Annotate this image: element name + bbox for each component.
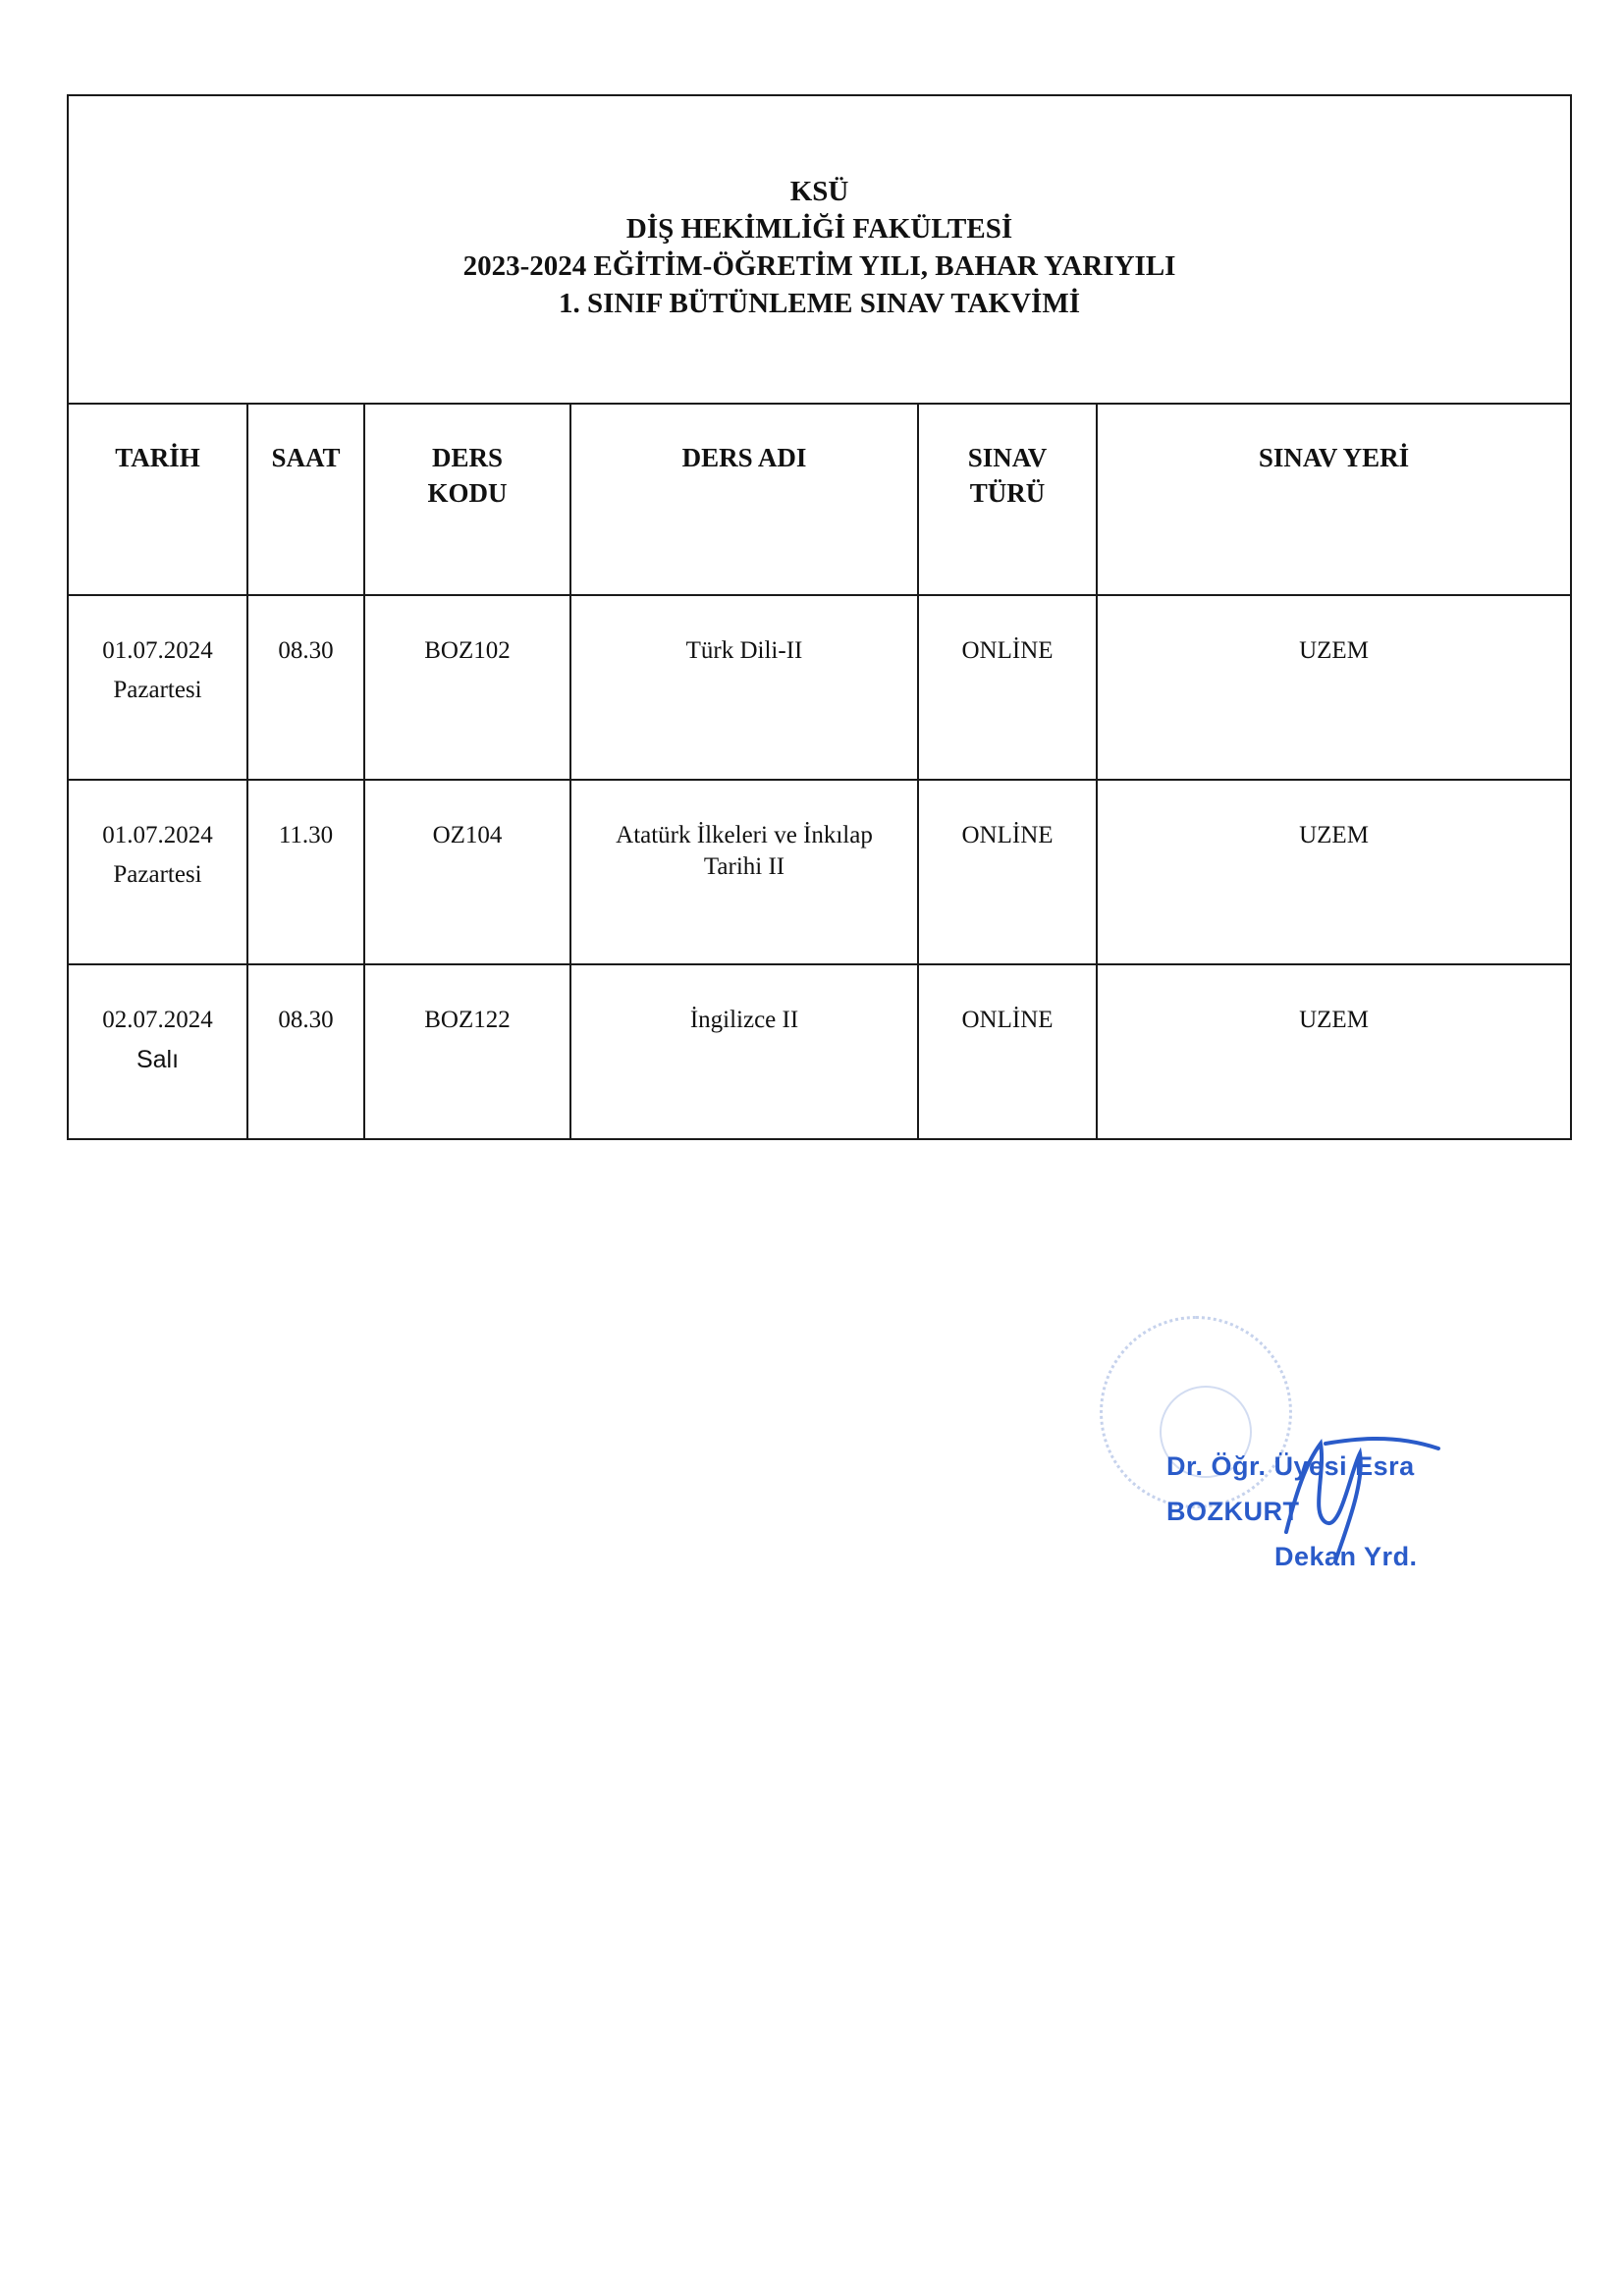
cell-code: BOZ122 (364, 964, 570, 1139)
document-title (69, 96, 1570, 322)
cell-place: UZEM (1097, 964, 1571, 1139)
title-line-term: 2023-2024 EĞİTİM-ÖĞRETİM YILI, BAHAR YARIYILI (462, 250, 1176, 282)
table-row (68, 780, 1571, 964)
column-header-ders-adi: DERS ADI (570, 404, 918, 595)
cell-place: UZEM (1097, 780, 1571, 964)
signatory-name: Dr. Öğr. Üyesi Esra BOZKURT (1166, 1451, 1415, 1526)
table-row (68, 964, 1571, 1139)
cell-type: ONLİNE (918, 595, 1097, 780)
title-line-university: KSÜ (789, 176, 849, 207)
cell-date: 01.07.2024 Pazartesi (68, 780, 247, 964)
cell-time: 08.30 (247, 964, 364, 1139)
cell-code: BOZ102 (364, 595, 570, 780)
column-header-sinav-turu: SINAV TÜRÜ (918, 404, 1097, 595)
cell-time: 08.30 (247, 595, 364, 780)
cell-course: İngilizce II (570, 964, 918, 1139)
title-line-schedule: 1. SINIF BÜTÜNLEME SINAV TAKVİMİ (559, 288, 1080, 319)
table-row (68, 595, 1571, 780)
column-header-ders-kodu: DERS KODU (364, 404, 570, 595)
title-cell (68, 95, 1571, 404)
cell-code: OZ104 (364, 780, 570, 964)
signatory-title: Dekan Yrd. (1274, 1542, 1418, 1571)
cell-course: Türk Dili-II (570, 595, 918, 780)
cell-time: 11.30 (247, 780, 364, 964)
column-header-sinav-yeri: SINAV YERİ (1097, 404, 1571, 595)
signature-block (1090, 1296, 1551, 1591)
cell-type: ONLİNE (918, 780, 1097, 964)
cell-course: Atatürk İlkeleri ve İnkılap Tarihi II (570, 780, 918, 964)
column-header-saat: SAAT (247, 404, 364, 595)
table-header-row (68, 404, 1571, 595)
column-header-tarih: TARİH (68, 404, 247, 595)
cell-date: 02.07.2024 Salı (68, 964, 247, 1139)
title-line-faculty: DİŞ HEKİMLİĞİ FAKÜLTESİ (625, 213, 1013, 245)
cell-type: ONLİNE (918, 964, 1097, 1139)
exam-schedule-table (67, 94, 1572, 1140)
cell-place: UZEM (1097, 595, 1571, 780)
cell-date: 01.07.2024 Pazartesi (68, 595, 247, 780)
signatory (1166, 1444, 1551, 1579)
